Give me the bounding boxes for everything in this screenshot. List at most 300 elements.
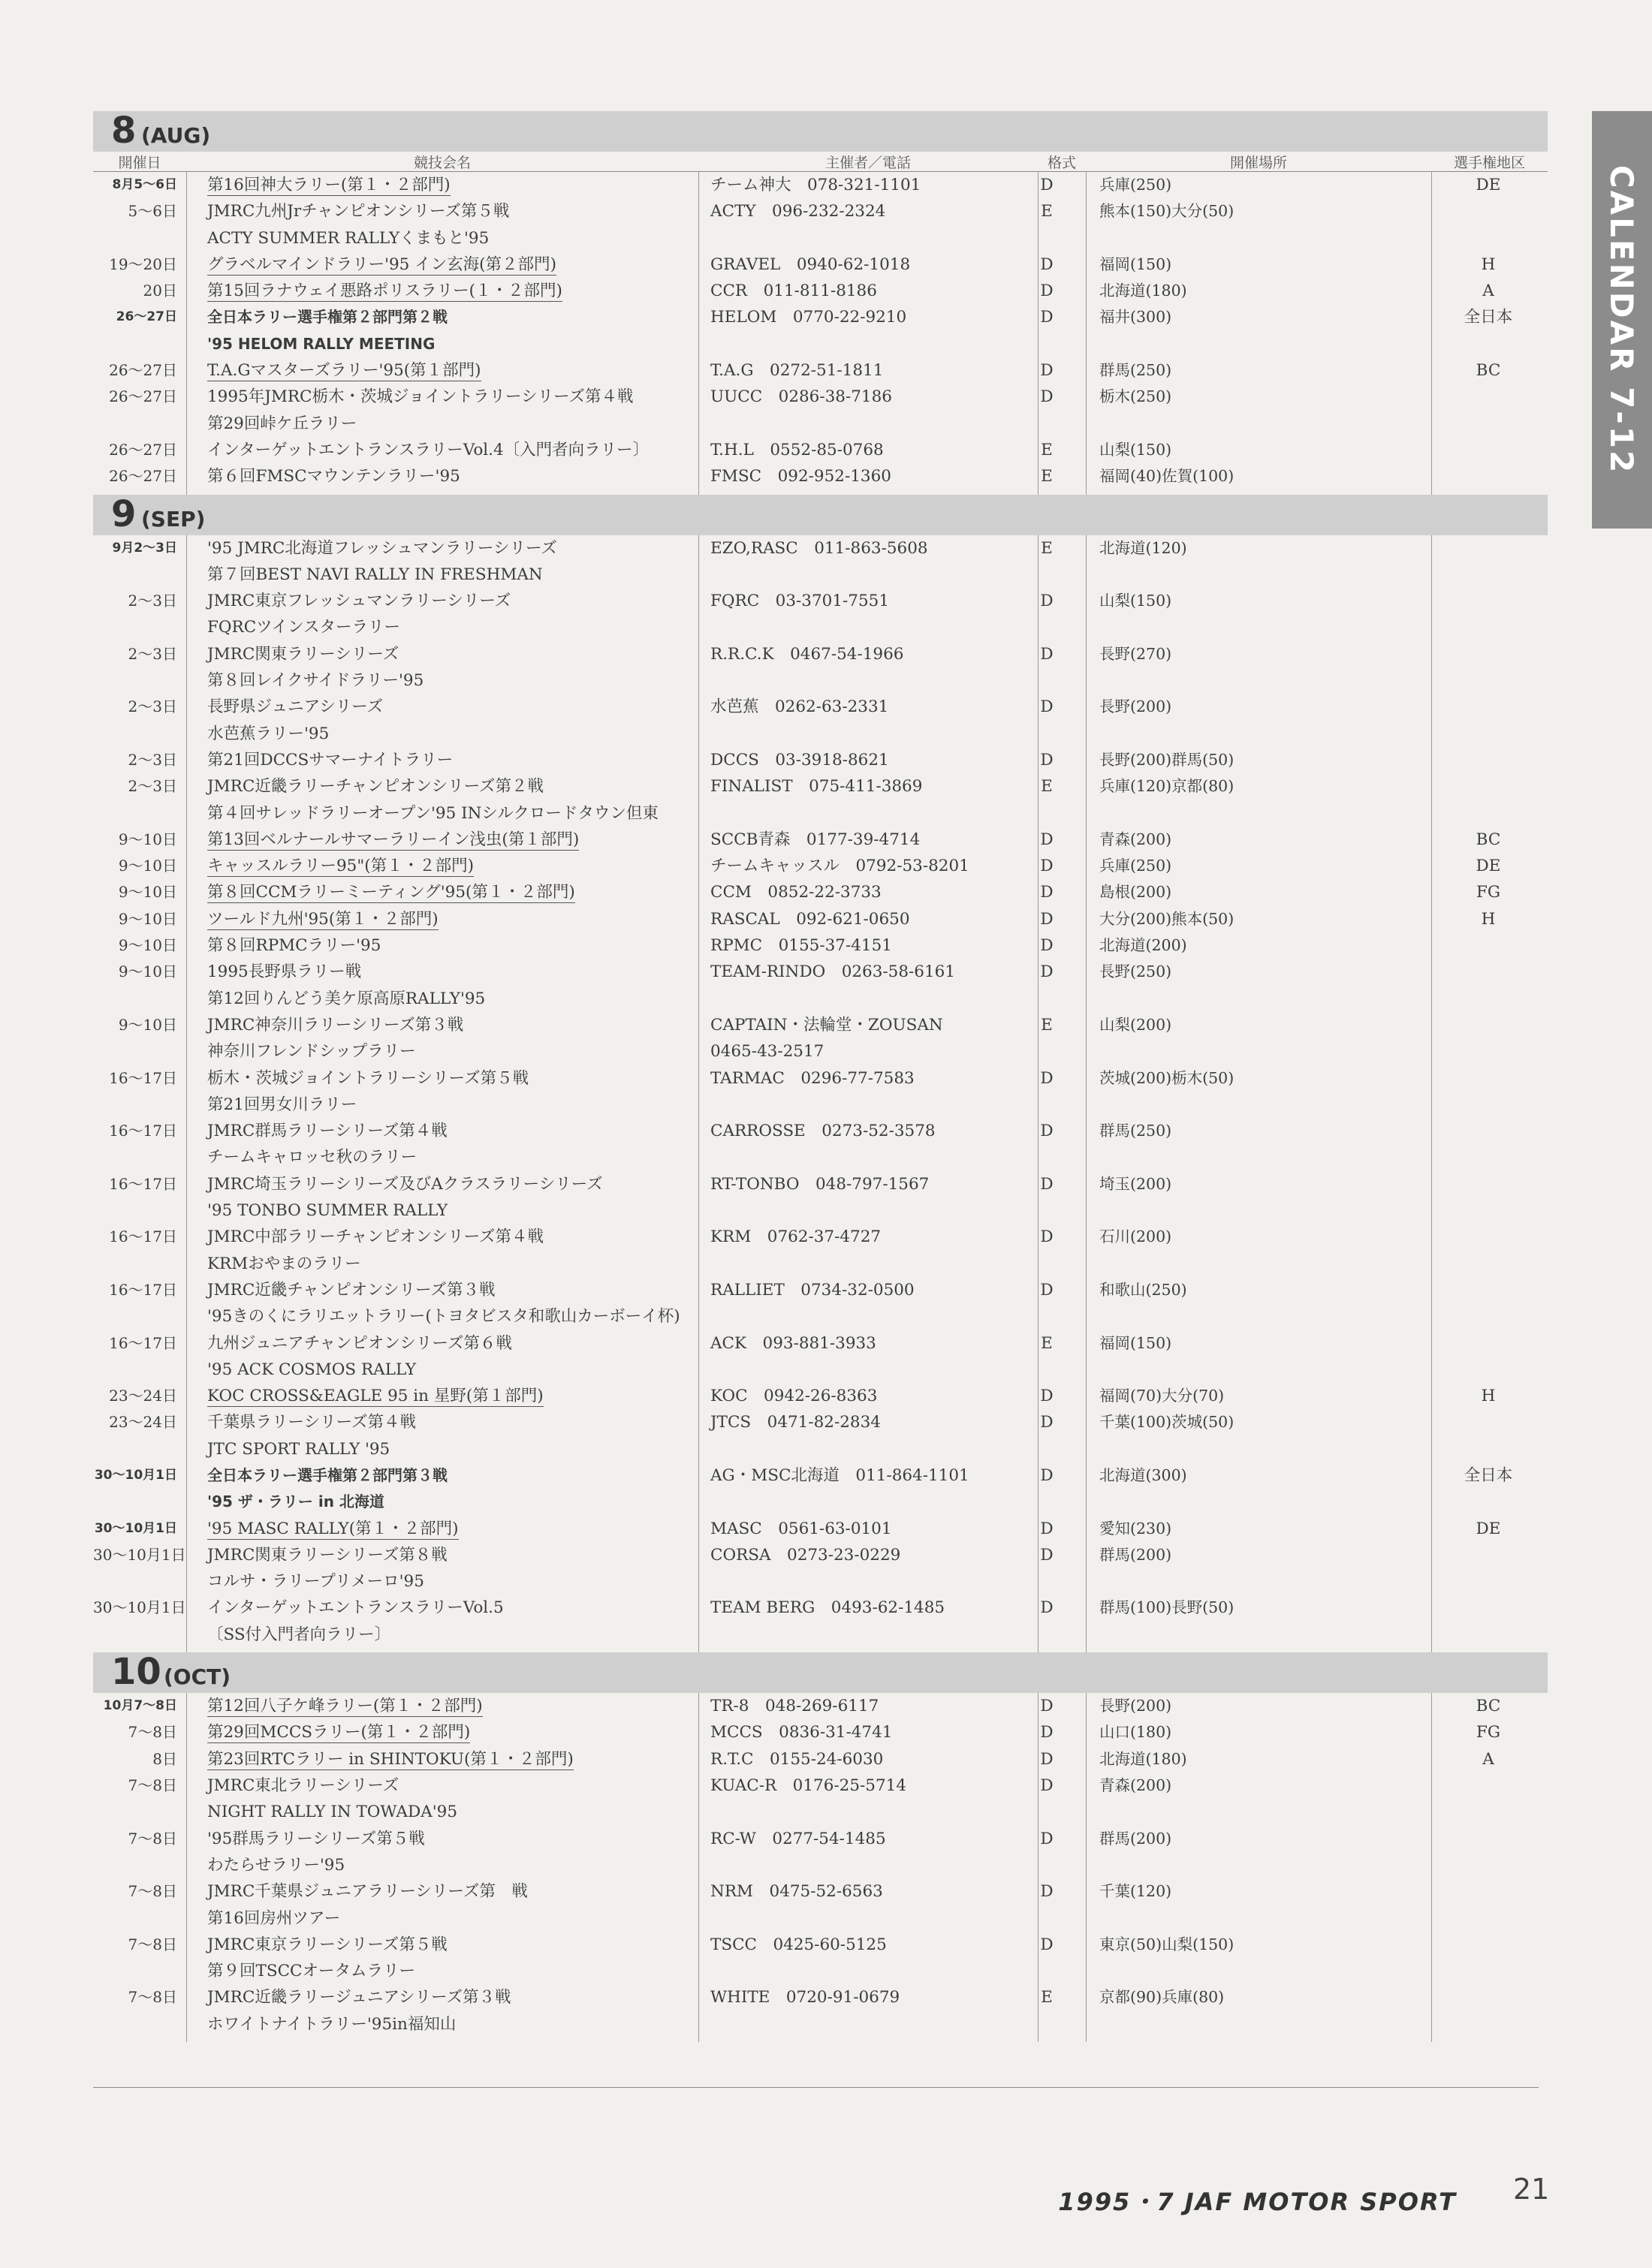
column-divider xyxy=(1038,535,1039,1653)
month-header xyxy=(93,111,1548,152)
event-name: 第29回峠ケ丘ラリー xyxy=(207,414,357,433)
event-name: ACTY SUMMER RALLYくまもと'95 xyxy=(207,228,490,248)
organizer-phone: WHITE 0720-91-0679 xyxy=(710,1988,900,2007)
header-format: 格式 xyxy=(1047,155,1076,171)
championship-region: A xyxy=(1482,282,1494,301)
month-section xyxy=(93,492,1548,1653)
championship-region: BC xyxy=(1476,1697,1501,1716)
championship-region: DE xyxy=(1476,1519,1501,1538)
event-date: 26〜27日 xyxy=(109,361,177,380)
championship-region: BC xyxy=(1476,830,1501,849)
table-row xyxy=(93,304,1548,330)
event-name-text: グラベルマインドラリー'95 イン玄海(第２部門) xyxy=(207,255,556,274)
event-date: 16〜17日 xyxy=(109,1227,177,1246)
event-name xyxy=(207,357,481,384)
event-date: 16〜17日 xyxy=(109,1174,177,1193)
magazine-footer: 1995・7 JAF MOTOR SPORT xyxy=(1058,2188,1457,2216)
table-row xyxy=(93,1719,1548,1745)
table-row xyxy=(93,1932,1548,1958)
event-format: D xyxy=(1040,1280,1054,1300)
event-format: D xyxy=(1040,176,1054,194)
table-row xyxy=(93,773,1548,800)
month-abbr: (OCT) xyxy=(164,1664,231,1690)
event-name: 第９回TSCCオータムラリー xyxy=(207,1962,415,1981)
organizer-phone: FQRC 03-3701-7551 xyxy=(710,592,890,611)
event-name: 全日本ラリー選手権第２部門第３戦 xyxy=(207,1465,448,1484)
venue: 福岡(70)大分(70) xyxy=(1099,1387,1225,1405)
event-name: 第７回BEST NAVI RALLY IN FRESHMAN xyxy=(207,565,543,584)
event-format: E xyxy=(1041,1988,1053,2007)
organizer-phone: CORSA 0273-23-0229 xyxy=(710,1545,901,1565)
event-name: JMRC近畿ラリージュニアシリーズ第３戦 xyxy=(207,1988,511,2007)
event-date: 7〜8日 xyxy=(128,1829,177,1848)
event-date: 26〜27日 xyxy=(116,309,177,325)
event-date: 9〜10日 xyxy=(118,857,177,875)
venue: 群馬(200) xyxy=(1099,1829,1172,1848)
venue: 北海道(180) xyxy=(1099,1749,1187,1768)
event-name: JMRC九州Jrチャンピオンシリーズ第５戦 xyxy=(207,202,510,221)
event-date: 30〜10月1日 xyxy=(94,1467,177,1483)
table-row xyxy=(93,2011,1548,2038)
table-row xyxy=(93,562,1548,588)
event-date: 30〜10月1日 xyxy=(94,1520,177,1536)
table-row xyxy=(93,411,1548,437)
event-format: D xyxy=(1040,1882,1054,1902)
bottom-rule xyxy=(93,2087,1539,2088)
venue: 福井(300) xyxy=(1099,308,1172,327)
venue: 北海道(180) xyxy=(1099,282,1187,300)
event-name-text: キャッスルラリー95"(第１・２部門) xyxy=(207,857,475,876)
event-format: E xyxy=(1041,1015,1053,1035)
month-rows xyxy=(93,1693,1548,2042)
table-row xyxy=(93,1065,1548,1092)
column-divider xyxy=(186,1693,187,2042)
event-format: D xyxy=(1040,644,1054,664)
event-name: コルサ・ラリープリメーロ'95 xyxy=(207,1572,424,1592)
event-name xyxy=(207,278,562,304)
table-row xyxy=(93,225,1548,251)
event-name: '95 JMRC北海道フレッシュマンラリーシリーズ xyxy=(207,538,557,558)
event-name xyxy=(207,906,439,932)
organizer-phone: MCCS 0836-31-4741 xyxy=(710,1723,893,1742)
column-divider xyxy=(1431,172,1432,495)
event-format: E xyxy=(1041,202,1053,221)
column-divider xyxy=(698,1693,699,2042)
event-date: 7〜8日 xyxy=(128,1935,177,1953)
event-date: 16〜17日 xyxy=(109,1122,177,1140)
table-row xyxy=(93,1436,1548,1462)
table-row xyxy=(93,1746,1548,1773)
table-row xyxy=(93,1516,1548,1542)
organizer-phone: CCR 011-811-8186 xyxy=(710,282,877,301)
event-name: JMRC東北ラリーシリーズ xyxy=(207,1776,399,1796)
championship-region: A xyxy=(1482,1749,1494,1769)
championship-region: DE xyxy=(1476,176,1501,194)
event-name: チームキャロッセ秋のラリー xyxy=(207,1148,418,1167)
event-name: 第４回サレッドラリーオープン'95 INシルクロードタウン但東 xyxy=(207,803,659,823)
table-row xyxy=(93,906,1548,932)
month-header xyxy=(93,1652,1548,1693)
table-row xyxy=(93,1277,1548,1303)
header-event: 競技会名 xyxy=(413,155,471,171)
event-format: D xyxy=(1040,1174,1054,1194)
event-format: D xyxy=(1040,830,1054,849)
organizer-phone: UUCC 0286-38-7186 xyxy=(710,387,892,407)
event-name: '95 ザ・ラリー in 北海道 xyxy=(207,1492,384,1511)
organizer-phone: GRAVEL 0940-62-1018 xyxy=(710,255,911,274)
organizer-phone: FMSC 092-952-1360 xyxy=(710,467,891,486)
table-row xyxy=(93,1409,1548,1435)
table-row xyxy=(93,1852,1548,1878)
organizer-phone: ACK 093-881-3933 xyxy=(710,1333,876,1353)
event-date: 19〜20日 xyxy=(109,255,177,273)
event-name: 第21回男女川ラリー xyxy=(207,1095,357,1114)
event-date: 7〜8日 xyxy=(128,1723,177,1742)
event-date: 23〜24日 xyxy=(109,1413,177,1432)
table-row xyxy=(93,721,1548,747)
event-format: D xyxy=(1040,1598,1054,1618)
venue: 長野(200)群馬(50) xyxy=(1099,750,1234,769)
table-row xyxy=(93,1773,1548,1799)
month-section xyxy=(93,111,1548,495)
organizer-phone: TSCC 0425-60-5125 xyxy=(710,1935,887,1954)
event-format: D xyxy=(1040,1413,1054,1432)
event-name: JMRC関東ラリーシリーズ第８戦 xyxy=(207,1545,448,1565)
month-abbr: (SEP) xyxy=(141,506,206,532)
event-name xyxy=(207,1719,470,1745)
venue: 北海道(200) xyxy=(1099,936,1187,955)
event-name: 神奈川フレンドシップラリー xyxy=(207,1042,416,1062)
championship-region: H xyxy=(1481,909,1496,929)
event-name xyxy=(207,251,556,278)
table-row xyxy=(93,1622,1548,1648)
table-row xyxy=(93,1144,1548,1170)
organizer-phone: DCCS 03-3918-8621 xyxy=(710,750,889,770)
event-name: '95きのくにラリエットラリー(トヨタビスタ和歌山カーボーイ杯) xyxy=(207,1307,680,1327)
header-date: 開催日 xyxy=(118,155,161,171)
event-name-text: 第13回ベルナールサマーラリーイン浅虫(第１部門) xyxy=(207,830,580,849)
venue: 群馬(200) xyxy=(1099,1545,1172,1564)
event-date: 2〜3日 xyxy=(128,750,177,769)
event-name: 第16回房州ツアー xyxy=(207,1908,341,1928)
event-date: 16〜17日 xyxy=(109,1068,177,1087)
event-date: 26〜27日 xyxy=(109,387,177,406)
organizer-phone: NRM 0475-52-6563 xyxy=(710,1882,883,1902)
organizer-phone: HELOM 0770-22-9210 xyxy=(710,308,907,327)
organizer-phone: TARMAC 0296-77-7583 xyxy=(710,1068,915,1088)
event-name-text: 第12回八子ケ峰ラリー(第１・２部門) xyxy=(207,1697,483,1716)
event-name xyxy=(207,827,579,853)
event-format: D xyxy=(1040,1935,1054,1954)
organizer-phone: TEAM-RINDO 0263-58-6161 xyxy=(710,962,956,982)
organizer-phone: CARROSSE 0273-52-3578 xyxy=(710,1122,936,1141)
table-row xyxy=(93,747,1548,773)
organizer-phone: TEAM BERG 0493-62-1485 xyxy=(710,1598,945,1618)
organizer-phone: KOC 0942-26-8363 xyxy=(710,1387,878,1406)
table-row xyxy=(93,986,1548,1012)
event-name xyxy=(207,1516,459,1542)
column-divider xyxy=(698,535,699,1653)
event-format: D xyxy=(1040,1068,1054,1088)
event-name: FQRCツインスターラリー xyxy=(207,618,400,637)
event-date: 9月2〜3日 xyxy=(112,540,177,556)
venue: 福岡(150) xyxy=(1099,1333,1172,1352)
event-name xyxy=(207,853,474,879)
event-format: E xyxy=(1041,777,1053,797)
event-date: 9〜10日 xyxy=(118,1015,177,1034)
table-row xyxy=(93,251,1548,278)
organizer-phone: AG・MSC北海道 011-864-1101 xyxy=(710,1465,969,1485)
event-format: D xyxy=(1040,1776,1054,1796)
organizer-phone: CCM 0852-22-3733 xyxy=(710,883,882,902)
organizer-phone: CAPTAIN・法輪堂・ZOUSAN xyxy=(710,1015,943,1035)
event-format: E xyxy=(1041,467,1053,486)
table-row xyxy=(93,198,1548,224)
table-row xyxy=(93,1568,1548,1595)
event-format: D xyxy=(1040,1465,1054,1485)
table-row xyxy=(93,1330,1548,1357)
table-row xyxy=(93,172,1548,198)
event-name: JMRC東京ラリーシリーズ第５戦 xyxy=(207,1935,448,1954)
event-format: D xyxy=(1040,697,1054,717)
table-row xyxy=(93,1462,1548,1489)
table-row xyxy=(93,932,1548,959)
month-rows xyxy=(93,172,1548,495)
venue: 兵庫(250) xyxy=(1099,857,1172,875)
event-date: 26〜27日 xyxy=(109,467,177,486)
event-name: 長野県ジュニアシリーズ xyxy=(207,697,384,717)
event-name: 第６回FMSCマウンテンラリー'95 xyxy=(207,467,460,486)
venue: 山梨(150) xyxy=(1099,592,1172,610)
table-row xyxy=(93,853,1548,879)
event-name: 第21回DCCSサマーナイトラリー xyxy=(207,750,454,770)
event-format: D xyxy=(1040,1749,1054,1769)
event-name-text: '95 MASC RALLY(第１・２部門) xyxy=(207,1519,459,1538)
event-date: 9〜10日 xyxy=(118,936,177,955)
event-name: わたらせラリー'95 xyxy=(207,1855,345,1875)
organizer-phone: FINALIST 075-411-3869 xyxy=(710,777,923,797)
event-format: D xyxy=(1040,750,1054,770)
organizer-phone: RALLIET 0734-32-0500 xyxy=(710,1280,915,1300)
header-venue: 開催場所 xyxy=(1229,155,1287,171)
organizer-phone: KRM 0762-37-4727 xyxy=(710,1227,882,1247)
table-row xyxy=(93,1357,1548,1383)
organizer-phone: MASC 0561-63-0101 xyxy=(710,1519,892,1538)
organizer-phone: EZO,RASC 011-863-5608 xyxy=(710,538,928,558)
event-format: D xyxy=(1040,1829,1054,1848)
event-format: D xyxy=(1040,255,1054,274)
event-name: 第12回りんどう美ケ原高原RALLY'95 xyxy=(207,989,486,1008)
column-headers xyxy=(93,152,1548,172)
event-date: 16〜17日 xyxy=(109,1280,177,1299)
event-name-text: T.A.Gマスターズラリー'95(第１部門) xyxy=(207,361,481,381)
event-name: JMRC中部ラリーチャンピオンシリーズ第４戦 xyxy=(207,1227,544,1247)
organizer-phone: KUAC-R 0176-25-5714 xyxy=(710,1776,907,1796)
event-format: D xyxy=(1040,1122,1054,1141)
venue: 大分(200)熊本(50) xyxy=(1099,909,1234,928)
event-format: E xyxy=(1041,538,1053,558)
table-row xyxy=(93,437,1548,463)
table-row xyxy=(93,1489,1548,1515)
venue: 福岡(150) xyxy=(1099,255,1172,273)
venue: 京都(90)兵庫(80) xyxy=(1099,1988,1225,2007)
event-name: JMRC近畿チャンピオンシリーズ第３戦 xyxy=(207,1280,496,1300)
event-format: D xyxy=(1040,962,1054,982)
event-date: 7〜8日 xyxy=(128,1776,177,1795)
organizer-phone: RPMC 0155-37-4151 xyxy=(710,936,892,956)
venue: 北海道(120) xyxy=(1099,538,1187,557)
event-name: 第８回RPMCラリー'95 xyxy=(207,936,381,956)
organizer-phone: チームキャッスル 0792-53-8201 xyxy=(710,857,969,876)
event-format: D xyxy=(1040,282,1054,301)
event-date: 10月7〜8日 xyxy=(103,1698,177,1714)
event-date: 23〜24日 xyxy=(109,1387,177,1405)
championship-region: H xyxy=(1481,255,1496,274)
event-name: 1995長野県ラリー戦 xyxy=(207,962,362,982)
table-row xyxy=(93,694,1548,720)
column-divider xyxy=(1086,172,1087,495)
event-name: KRMおやまのラリー xyxy=(207,1254,361,1273)
event-name: 千葉県ラリーシリーズ第４戦 xyxy=(207,1413,416,1432)
organizer-phone: JTCS 0471-82-2834 xyxy=(710,1413,881,1432)
venue: 群馬(250) xyxy=(1099,1122,1172,1140)
championship-region: 全日本 xyxy=(1464,1465,1513,1485)
event-date: 26〜27日 xyxy=(109,440,177,459)
month-header xyxy=(93,492,1548,535)
event-date: 9〜10日 xyxy=(118,883,177,902)
event-name: JMRC埼玉ラリーシリーズ及びAクラスラリーシリーズ xyxy=(207,1174,603,1194)
event-name: JTC SPORT RALLY '95 xyxy=(207,1439,390,1459)
organizer-phone: 水芭蕉 0262-63-2331 xyxy=(710,697,889,717)
venue: 山口(180) xyxy=(1099,1723,1172,1742)
venue: 青森(200) xyxy=(1099,830,1172,848)
month-number: 9 xyxy=(111,492,137,535)
venue: 山梨(200) xyxy=(1099,1015,1172,1034)
venue: 熊本(150)大分(50) xyxy=(1099,202,1234,221)
organizer-phone: チーム神大 078-321-1101 xyxy=(710,176,921,194)
event-format: D xyxy=(1040,909,1054,929)
table-row xyxy=(93,1118,1548,1144)
column-divider xyxy=(186,535,187,1653)
event-name xyxy=(207,1746,574,1773)
side-tab-label: CALENDAR 7-12 xyxy=(1603,164,1641,475)
event-name-text: 第８回CCMラリーミーティング'95(第１・２部門) xyxy=(207,883,575,902)
table-row xyxy=(93,1958,1548,1984)
header-organizer: 主催者／電話 xyxy=(824,155,911,171)
event-date: 9〜10日 xyxy=(118,830,177,848)
table-row xyxy=(93,1251,1548,1277)
event-format: D xyxy=(1040,1519,1054,1538)
table-row xyxy=(93,1542,1548,1568)
event-name: NIGHT RALLY IN TOWADA'95 xyxy=(207,1803,458,1822)
table-row xyxy=(93,384,1548,410)
event-format: D xyxy=(1040,857,1054,876)
venue: 千葉(120) xyxy=(1099,1882,1172,1901)
event-name: 九州ジュニアチャンピオンシリーズ第６戦 xyxy=(207,1333,512,1353)
organizer-phone: TR-8 048-269-6117 xyxy=(710,1697,879,1716)
event-name: '95 ACK COSMOS RALLY xyxy=(207,1360,417,1379)
venue: 福岡(40)佐賀(100) xyxy=(1099,467,1234,486)
championship-region: BC xyxy=(1476,361,1501,381)
event-name: ホワイトナイトラリー'95in福知山 xyxy=(207,2014,457,2034)
table-row xyxy=(93,879,1548,905)
venue: 埼玉(200) xyxy=(1099,1174,1172,1193)
table-row xyxy=(93,331,1548,357)
table-row xyxy=(93,1303,1548,1330)
event-name-text: 第29回MCCSラリー(第１・２部門) xyxy=(207,1723,471,1742)
table-row xyxy=(93,827,1548,853)
event-date: 9〜10日 xyxy=(118,909,177,928)
event-date: 7〜8日 xyxy=(128,1882,177,1901)
calendar-side-tab xyxy=(1592,111,1652,529)
event-name: JMRC東京フレッシュマンラリーシリーズ xyxy=(207,592,511,611)
table-row xyxy=(93,1984,1548,2010)
event-format: E xyxy=(1041,1333,1053,1353)
event-name: JMRC群馬ラリーシリーズ第４戦 xyxy=(207,1122,448,1141)
event-name-text: ツールド九州'95(第１・２部門) xyxy=(207,909,439,929)
event-name: JMRC関東ラリーシリーズ xyxy=(207,644,399,664)
event-name xyxy=(207,172,451,198)
event-name-text: 第16回神大ラリー(第１・２部門) xyxy=(207,176,451,194)
event-format: D xyxy=(1040,1697,1054,1716)
table-row xyxy=(93,278,1548,304)
event-name: 〔SS付入門者向ラリー〕 xyxy=(207,1625,391,1644)
venue: 長野(250) xyxy=(1099,962,1172,981)
event-format: D xyxy=(1040,1387,1054,1406)
venue: 兵庫(120)京都(80) xyxy=(1099,777,1234,796)
venue: 石川(200) xyxy=(1099,1227,1172,1246)
event-format: D xyxy=(1040,1545,1054,1565)
table-row xyxy=(93,1826,1548,1852)
event-date: 9〜10日 xyxy=(118,962,177,981)
header-region: 選手権地区 xyxy=(1453,155,1525,171)
organizer-phone: R.T.C 0155-24-6030 xyxy=(710,1749,884,1769)
championship-region: DE xyxy=(1476,857,1501,876)
venue: 茨城(200)栃木(50) xyxy=(1099,1068,1234,1087)
event-date: 30〜10月1日 xyxy=(93,1598,186,1617)
table-row xyxy=(93,535,1548,562)
organizer-phone: RASCAL 092-621-0650 xyxy=(710,909,910,929)
venue: 長野(200) xyxy=(1099,1697,1172,1715)
event-date: 7〜8日 xyxy=(128,1988,177,2007)
month-number: 10 xyxy=(111,1651,161,1694)
venue: 青森(200) xyxy=(1099,1776,1172,1795)
table-row xyxy=(93,1038,1548,1065)
venue: 愛知(230) xyxy=(1099,1519,1172,1538)
table-row xyxy=(93,959,1548,985)
event-date: 20日 xyxy=(143,282,177,300)
championship-region: FG xyxy=(1476,883,1501,902)
table-row xyxy=(93,1171,1548,1197)
table-row xyxy=(93,800,1548,827)
venue: 兵庫(250) xyxy=(1099,176,1172,194)
organizer-phone: T.H.L 0552-85-0768 xyxy=(710,440,884,459)
table-row xyxy=(93,1197,1548,1224)
table-row xyxy=(93,1383,1548,1409)
event-date: 2〜3日 xyxy=(128,697,177,716)
event-name xyxy=(207,1693,483,1719)
championship-region: H xyxy=(1481,1387,1496,1406)
table-row xyxy=(93,1799,1548,1825)
table-row xyxy=(93,357,1548,384)
month-number: 8 xyxy=(111,110,137,152)
table-row xyxy=(93,641,1548,667)
venue: 北海道(300) xyxy=(1099,1465,1187,1484)
table-row xyxy=(93,1595,1548,1621)
event-format: D xyxy=(1040,592,1054,611)
column-divider xyxy=(1038,1693,1039,2042)
venue: 栃木(250) xyxy=(1099,387,1172,406)
